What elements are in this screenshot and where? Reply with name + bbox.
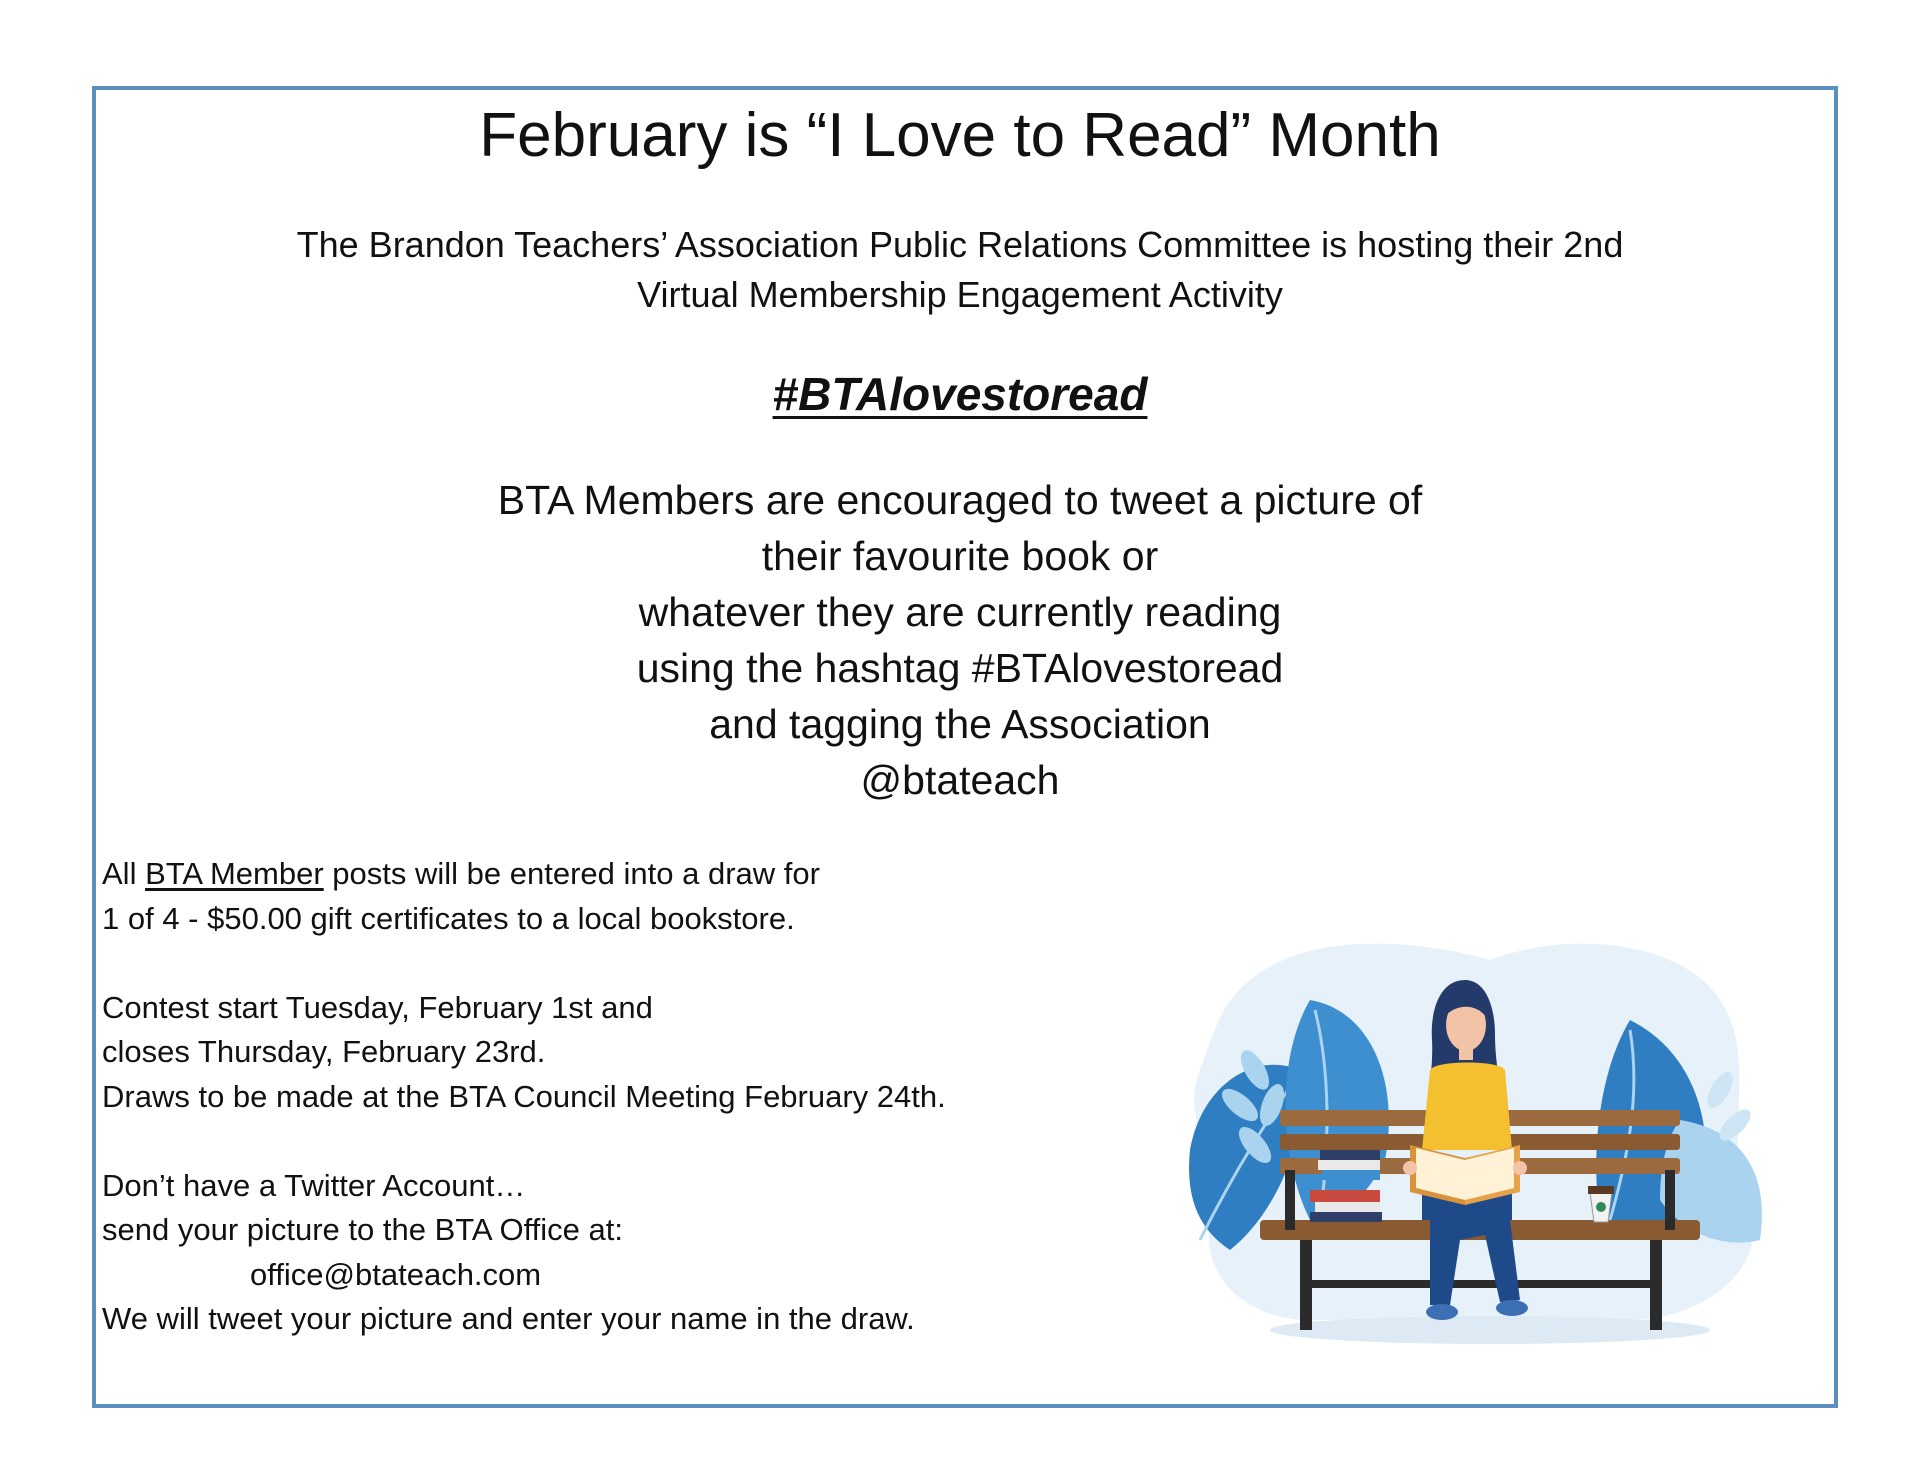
poster-subtitle bbox=[0, 220, 1920, 320]
tweet-picture-line: We will tweet your picture and enter your name in the draw. bbox=[102, 1301, 915, 1336]
cta-line: and tagging the Association bbox=[709, 701, 1211, 747]
spacer bbox=[102, 1119, 1142, 1164]
prize-line: 1 of 4 - $50.00 gift certificates to a local bookstore. bbox=[102, 900, 795, 936]
draw-date-line: Draws to be made at the BTA Council Meeting February 24th. bbox=[102, 1078, 946, 1114]
hashtag-text: #BTAlovestoread bbox=[772, 368, 1148, 420]
hashtag-heading bbox=[0, 366, 1920, 422]
contest-details bbox=[102, 852, 1142, 1342]
twitter-handle: @btateach bbox=[860, 757, 1060, 803]
contest-start-line: Contest start Tuesday, February 1st and bbox=[102, 989, 653, 1025]
subtitle-line: The Brandon Teachers’ Association Public Relations Committee is hosting their 2nd bbox=[296, 224, 1624, 265]
send-picture-line: send your picture to the BTA Office at: bbox=[102, 1212, 623, 1247]
cta-line: whatever they are currently reading bbox=[638, 589, 1282, 635]
woman-reading-on-bench-illustration bbox=[1160, 920, 1780, 1360]
spacer bbox=[102, 941, 1142, 986]
subtitle-line: Virtual Membership Engagement Activity bbox=[637, 274, 1283, 315]
cta-line: BTA Members are encouraged to tweet a picture of bbox=[497, 477, 1423, 523]
no-twitter-line: Don’t have a Twitter Account… bbox=[102, 1167, 526, 1203]
contest-close-line: closes Thursday, February 23rd. bbox=[102, 1034, 546, 1069]
draw-line: All BTA Member posts will be entered into a draw for bbox=[102, 856, 820, 891]
cta-line: using the hashtag #BTAlovestoread bbox=[636, 645, 1284, 691]
bta-member-underlined: BTA Member bbox=[145, 856, 324, 891]
call-to-action bbox=[0, 472, 1920, 808]
poster-title: February is “I Love to Read” Month bbox=[479, 101, 1441, 170]
cta-line: their favourite book or bbox=[761, 533, 1159, 579]
office-email: office@btateach.com bbox=[250, 1256, 542, 1292]
